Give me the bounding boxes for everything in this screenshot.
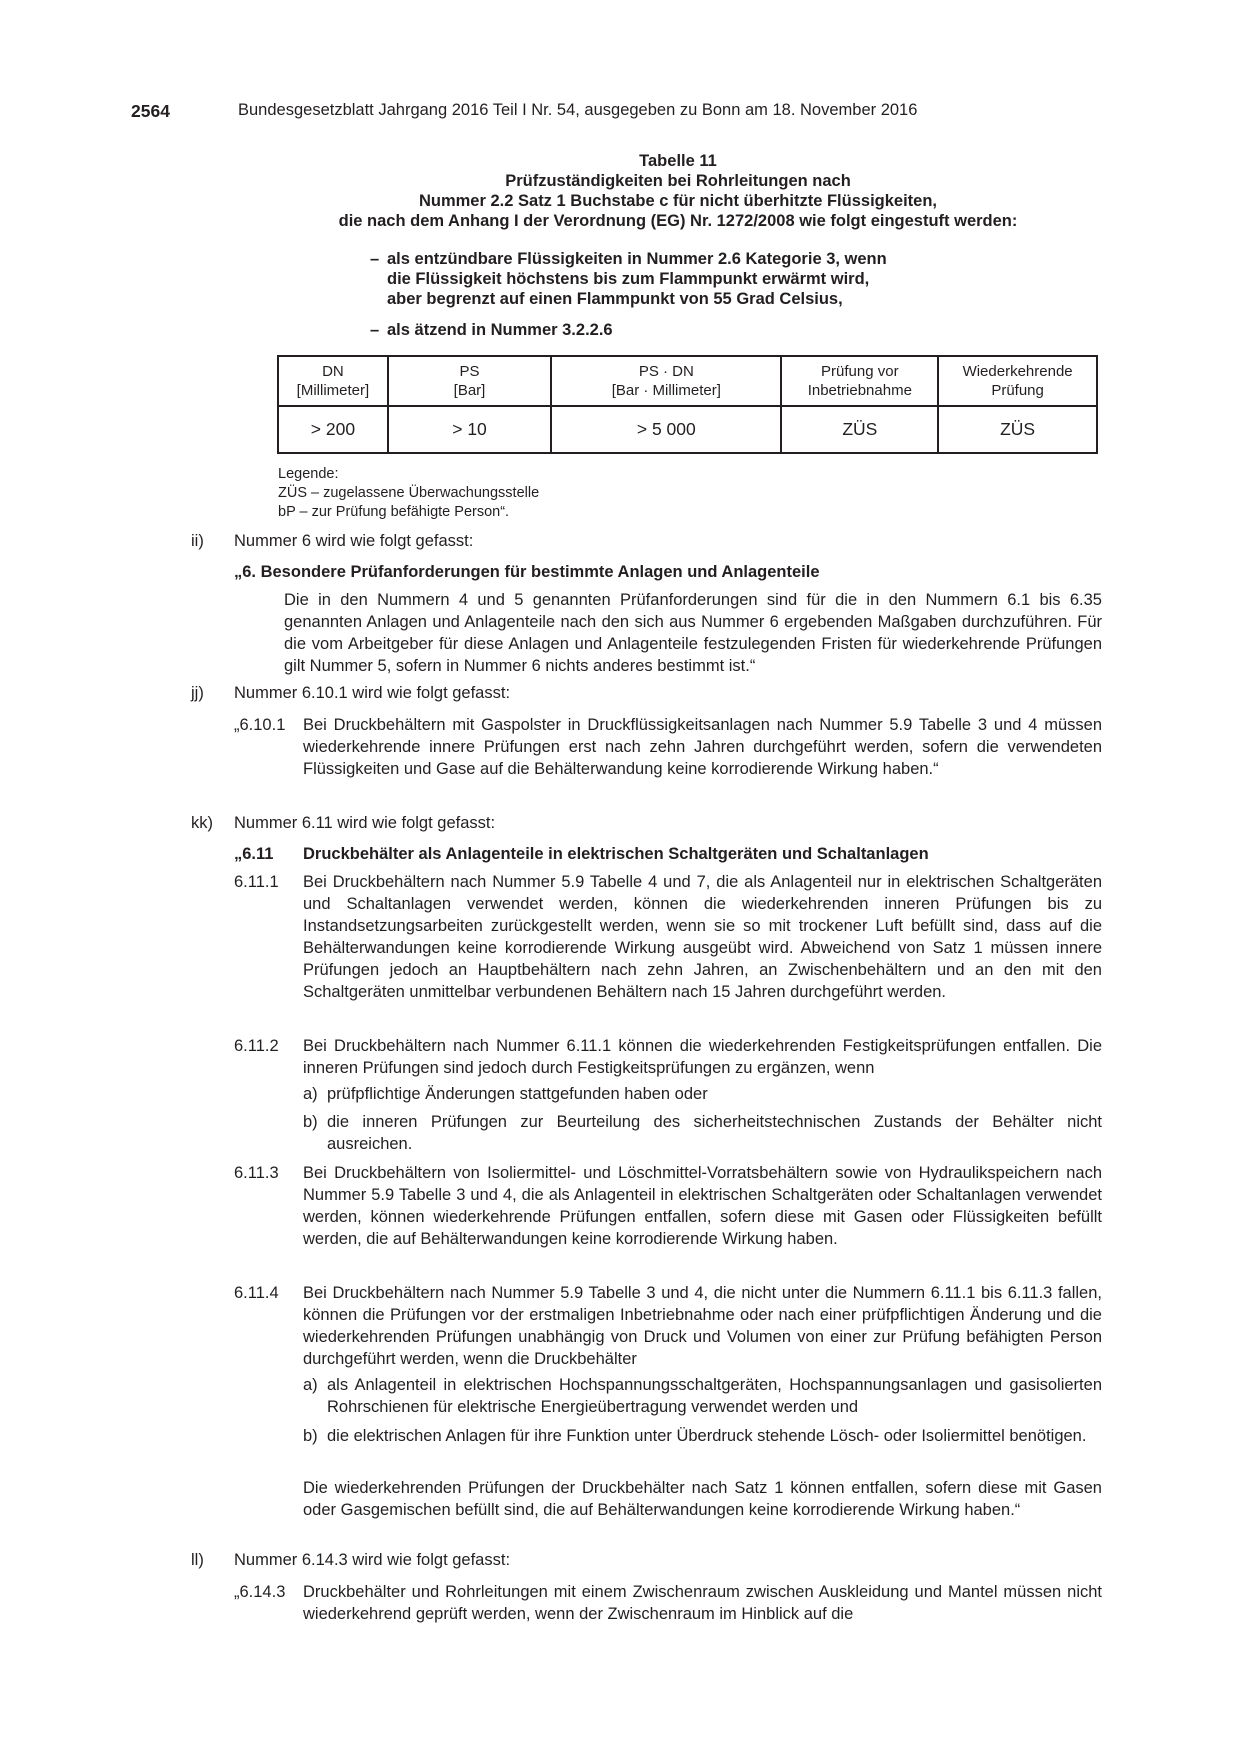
legend-entry: ZÜS – zugelassene Überwachungsstelle (278, 485, 540, 501)
paragraph-number: 6.11.4 (234, 1284, 279, 1302)
numbered-paragraph (234, 1035, 1102, 1079)
heading-number: „6.11 (234, 845, 274, 863)
caption-bullet (370, 320, 1010, 340)
amendment-lead: Nummer 6 wird wie folgt gefasst: (234, 532, 474, 550)
table-cell: > 5 000 (551, 406, 781, 453)
page-header (131, 101, 1031, 125)
section-heading (234, 843, 1102, 865)
amendment-lead: Nummer 6.14.3 wird wie folgt gefasst: (234, 1551, 511, 1569)
table-cell: ZÜS (781, 406, 938, 453)
list-text: die inneren Prüfungen zur Beurteilung des sicherheitstechnischen Zustands der Behälter nicht ausreichen. (327, 1113, 1102, 1153)
paragraph-text: Druckbehälter und Rohrleitungen mit einem Zwischenraum zwischen Auskleidung und Mantel müssen nicht wiederkehrend geprüft werden, wenn der Zwischenraum im Hinblick auf die (303, 1583, 1102, 1623)
item-marker: jj) (191, 684, 204, 702)
amendment-lead: Nummer 6.11 wird wie folgt gefasst: (234, 814, 496, 832)
section-heading: „6. Besondere Prüfanforderungen für bestimmte Anlagen und Anlagenteile (234, 563, 820, 581)
table-caption (270, 151, 1086, 231)
dash-marker: – (370, 250, 380, 268)
paragraph-number: „6.10.1 (234, 716, 286, 734)
list-item (303, 1425, 1102, 1447)
table-title: Tabelle 11 (639, 152, 717, 170)
amendment-lead: Nummer 6.10.1 wird wie folgt gefasst: (234, 684, 511, 702)
page-number: 2564 (131, 101, 170, 121)
list-item (303, 1083, 1102, 1105)
list-text: die elektrischen Anlagen für ihre Funktion unter Überdruck stehende Lösch- oder Isoliermittel benötigen. (327, 1427, 1087, 1445)
closing-paragraph: Die wiederkehrenden Prüfungen der Druckbehälter nach Satz 1 können entfallen, sofern diese mit Gasen oder Gasgemischen befüllt sind, die auf Behälterwandungen keine korrodierende Wirkung haben.“ (303, 1479, 1102, 1519)
column-header: Wiederkehrende Prüfung (938, 356, 1097, 406)
table-caption-line: Prüfzuständigkeiten bei Rohrleitungen nach (505, 172, 851, 190)
bullet-text: als entzündbare Flüssigkeiten in Nummer 2.6 Kategorie 3, wenn die Flüssigkeit höchstens bis zum Flammpunkt erwärmt wird, aber begrenzt auf einen Flammpunkt von 55 Grad Celsius, (387, 250, 887, 308)
paragraph-number: „6.14.3 (234, 1583, 286, 1601)
table-cell: > 10 (388, 406, 551, 453)
numbered-paragraph (234, 871, 1102, 1003)
legend-entry: bP – zur Prüfung befähigte Person“. (278, 504, 510, 520)
paragraph-text: Bei Druckbehältern von Isoliermittel- und Löschmittel-Vorratsbehältern sowie von Hydraulikspeichern nach Nummer 5.9 Tabelle 3 und 4, die als Anlagenteil in elektrischen Schaltgeräten oder Schaltanlagen verwendet werden, können wiederkehrende Prüfungen entfallen, sofern diese mit Gasen oder Flüssigkeiten befüllt werden, die auf Behälterwandungen keine korrodierende Wirkung haben. (303, 1164, 1102, 1248)
heading-text: Druckbehälter als Anlagenteile in elektrischen Schaltgeräten und Schaltanlagen (303, 845, 929, 863)
numbered-paragraph (234, 1282, 1102, 1370)
item-marker: kk) (191, 814, 213, 832)
table-row (278, 406, 1097, 453)
dash-marker: – (370, 321, 380, 339)
list-label: b) (303, 1113, 318, 1131)
paragraph-number: 6.11.3 (234, 1164, 279, 1182)
numbered-paragraph (234, 1581, 1102, 1625)
list-item (303, 1374, 1102, 1418)
column-header: DN [Millimeter] (278, 356, 388, 406)
list-item (303, 1111, 1102, 1155)
list-label: a) (303, 1376, 318, 1394)
paragraph-text: Bei Druckbehältern nach Nummer 5.9 Tabelle 3 und 4, die nicht unter die Nummern 6.11.1 bis 6.11.3 fallen, können die Prüfungen vor der erstmaligen Inbetriebnahme oder nach einer prüfpflichtigen Änderung und die wiederkehrenden Prüfungen unabhängig von Druck und Volumen von einer zur Prüfung befähigten Person durchgeführt werden, wenn die Druckbehälter (303, 1284, 1102, 1368)
item-marker: ii) (191, 532, 204, 550)
list-label: a) (303, 1085, 318, 1103)
numbered-paragraph (234, 1162, 1102, 1250)
paragraph-text: Bei Druckbehältern nach Nummer 5.9 Tabelle 4 und 7, die als Anlagenteil nur in elektrischen Schaltgeräten und Schaltanlagen verwendet werden, können die wiederkehrenden inneren Prüfungen bis zu Instandsetzungsarbeiten zurückgestellt werden, wenn sie so mit trockener Luft befüllt sind, dass auf die Behälterwandungen keine korrodierende Wirkung ausgeübt wird. Abweichend von Satz 1 müssen innere Prüfungen jedoch an Hauptbehältern nach zehn Jahren, an Zwischenbehältern und an den mit den Schaltgeräten unmittelbar verbundenen Behältern nach 15 Jahren durchgeführt werden. (303, 873, 1102, 1001)
table-legend (278, 465, 539, 522)
column-header: PS [Bar] (388, 356, 551, 406)
column-header: Prüfung vor Inbetriebnahme (781, 356, 938, 406)
table-header-row (278, 356, 1097, 406)
table-caption-line: Nummer 2.2 Satz 1 Buchstabe c für nicht überhitzte Flüssigkeiten, (418, 192, 938, 210)
section-body: Die in den Nummern 4 und 5 genannten Prüfanforderungen sind für die in den Nummern 6.1 bis 6.35 genannten Anlagen und Anlagenteile nach den sich aus Nummer 6 ergebenden Maßgaben durchzuführen. Für die vom Arbeitgeber für diese Anlagen und Anlagenteile festzulegenden Fristen für wiederkehrende Prüfungen gilt Nummer 5, sofern in Nummer 6 nichts anderes bestimmt ist.“ (284, 591, 1102, 675)
caption-bullets (370, 249, 1010, 340)
table-caption-line: die nach dem Anhang I der Verordnung (EG) Nr. 1272/2008 wie folgt eingestuft werden: (338, 212, 1018, 230)
column-header: PS · DN [Bar · Millimeter] (551, 356, 781, 406)
table-cell: > 200 (278, 406, 388, 453)
paragraph-number: 6.11.2 (234, 1037, 279, 1055)
paragraph-text: Bei Druckbehältern mit Gaspolster in Druckflüssigkeitsanlagen nach Nummer 5.9 Tabelle 3 und 4 müssen wiederkehrende innere Prüfungen erst nach zehn Jahren durchgeführt werden, sofern die verwendeten Flüssigkeiten und Gase auf die Behälterwandung keine korrodierende Wirkung haben.“ (303, 716, 1102, 778)
table-cell: ZÜS (938, 406, 1097, 453)
item-marker: ll) (191, 1551, 204, 1569)
paragraph-number: 6.11.1 (234, 873, 279, 891)
caption-bullet (370, 249, 1010, 309)
list-label: b) (303, 1427, 318, 1445)
bullet-text: als ätzend in Nummer 3.2.2.6 (387, 321, 613, 339)
journal-title: Bundesgesetzblatt Jahrgang 2016 Teil I Nr. 54, ausgegeben zu Bonn am 18. November 2016 (238, 101, 918, 119)
legend-title: Legende: (278, 466, 339, 482)
list-text: als Anlagenteil in elektrischen Hochspannungsschaltgeräten, Hochspannungsanlagen und gasisolierten Rohrschienen für elektrische Energieübertragung verwendet werden und (327, 1376, 1102, 1416)
paragraph-text: Bei Druckbehältern nach Nummer 6.11.1 können die wiederkehrenden Festigkeitsprüfungen entfallen. Die inneren Prüfungen sind jedoch durch Festigkeitsprüfungen zu ergänzen, wenn (303, 1037, 1102, 1077)
numbered-paragraph (234, 714, 1102, 780)
responsibility-table (277, 355, 1098, 454)
list-text: prüfpflichtige Änderungen stattgefunden haben oder (327, 1085, 708, 1103)
